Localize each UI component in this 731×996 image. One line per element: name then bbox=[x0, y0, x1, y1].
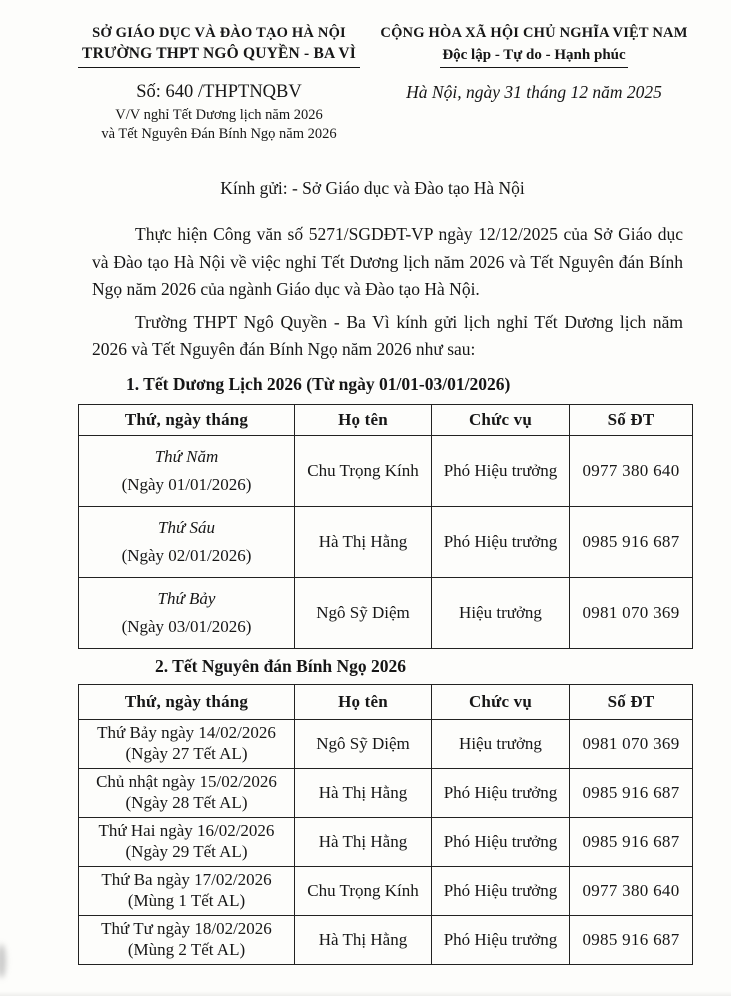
table-row bbox=[79, 768, 693, 817]
cell-day bbox=[79, 768, 295, 817]
cell-person-title: Phó Hiệu trưởng bbox=[432, 768, 570, 817]
subject-line-2: và Tết Nguyên Đán Bính Ngọ năm 2026 bbox=[101, 126, 337, 143]
lunar-date: (Mùng 2 Tết AL) bbox=[127, 940, 246, 960]
cell-person-name: Ngô Sỹ Diệm bbox=[295, 577, 432, 648]
cell-day bbox=[79, 577, 295, 648]
cell-phone: 0977 380 640 bbox=[570, 866, 693, 915]
lunar-date: (Ngày 27 Tết AL) bbox=[125, 744, 248, 764]
cell-person-title: Phó Hiệu trưởng bbox=[432, 817, 570, 866]
national-motto: Độc lập - Tự do - Hạnh phúc bbox=[440, 47, 627, 68]
table-row bbox=[79, 506, 693, 577]
table-row bbox=[79, 915, 693, 964]
weekday: Thứ Ba ngày 17/02/2026 bbox=[101, 870, 272, 890]
paragraph-2: Trường THPT Ngô Quyền - Ba Vì kính gửi lịch nghỉ Tết Dương lịch năm 2026 và Tết Nguyên đán Bính Ngọ năm 2026 như sau: bbox=[92, 311, 683, 360]
weekday: Thứ Tư ngày 18/02/2026 bbox=[101, 919, 272, 939]
paragraph-1: Thực hiện Công văn số 5271/SGDĐT-VP ngày 12/12/2025 của Sở Giáo dục và Đào tạo Hà Nội về việc nghỉ Tết Dương lịch năm 2026 và Tết Nguyên đán Bính Ngọ năm 2026 của ngành Giáo dục và Đào tạo Hà Nội. bbox=[92, 224, 683, 300]
scan-artifact bbox=[0, 944, 6, 978]
table-lunar-new-year-holiday bbox=[78, 684, 693, 965]
section-1-title: 1. Tết Dương Lịch 2026 (Từ ngày 01/01-03/01/2026) bbox=[126, 373, 511, 394]
cell-person-title: Phó Hiệu trưởng bbox=[432, 506, 570, 577]
table-row bbox=[79, 817, 693, 866]
national-title: CỘNG HÒA XÃ HỘI CHỦ NGHĨA VIỆT NAM bbox=[380, 25, 688, 41]
section-2-title: 2. Tết Nguyên đán Bính Ngọ 2026 bbox=[155, 655, 407, 676]
table-header-row bbox=[79, 404, 693, 435]
cell-person-title: Phó Hiệu trưởng bbox=[432, 435, 570, 506]
cell-person-name: Hà Thị Hằng bbox=[295, 506, 432, 577]
cell-phone: 0981 070 369 bbox=[570, 577, 693, 648]
col-header-title: Chức vụ bbox=[432, 684, 570, 719]
scan-artifact bbox=[0, 991, 731, 996]
issuer-department: SỞ GIÁO DỤC VÀ ĐÀO TẠO HÀ NỘI bbox=[92, 25, 346, 41]
document-meta bbox=[0, 68, 731, 103]
col-header-day: Thứ, ngày tháng bbox=[79, 684, 295, 719]
lunar-date: (Ngày 29 Tết AL) bbox=[125, 842, 248, 862]
cell-day bbox=[79, 719, 295, 768]
col-header-day: Thứ, ngày tháng bbox=[79, 404, 295, 435]
date: (Ngày 01/01/2026) bbox=[121, 474, 252, 494]
cell-day bbox=[79, 915, 295, 964]
weekday: Thứ Bảy bbox=[157, 588, 216, 608]
cell-phone: 0977 380 640 bbox=[570, 435, 693, 506]
table-row bbox=[79, 435, 693, 506]
document-subject bbox=[68, 106, 370, 144]
table-row bbox=[79, 719, 693, 768]
weekday: Thứ Bảy ngày 14/02/2026 bbox=[97, 723, 276, 743]
lunar-date: (Ngày 28 Tết AL) bbox=[125, 793, 248, 813]
col-header-name: Họ tên bbox=[295, 404, 432, 435]
cell-person-title: Phó Hiệu trưởng bbox=[432, 866, 570, 915]
cell-day bbox=[79, 866, 295, 915]
cell-phone: 0981 070 369 bbox=[570, 719, 693, 768]
subject-line-1: V/V nghỉ Tết Dương lịch năm 2026 bbox=[115, 107, 323, 124]
letterhead-issuer bbox=[68, 24, 370, 68]
date: (Ngày 02/01/2026) bbox=[121, 545, 252, 565]
cell-phone: 0985 916 687 bbox=[570, 768, 693, 817]
cell-person-title: Hiệu trưởng bbox=[432, 577, 570, 648]
salutation: Kính gửi: - Sở Giáo dục và Đào tạo Hà Nội bbox=[220, 178, 525, 199]
cell-day bbox=[79, 506, 295, 577]
cell-person-name: Chu Trọng Kính bbox=[295, 435, 432, 506]
table-header-row bbox=[79, 684, 693, 719]
cell-day bbox=[79, 435, 295, 506]
cell-person-title: Phó Hiệu trưởng bbox=[432, 915, 570, 964]
cell-person-name: Hà Thị Hằng bbox=[295, 817, 432, 866]
cell-phone: 0985 916 687 bbox=[570, 915, 693, 964]
cell-person-name: Ngô Sỹ Diệm bbox=[295, 719, 432, 768]
weekday: Chủ nhật ngày 15/02/2026 bbox=[96, 772, 277, 792]
date: (Ngày 03/01/2026) bbox=[121, 616, 252, 636]
cell-phone: 0985 916 687 bbox=[570, 506, 693, 577]
document-number: Số: 640 /THPTNQBV bbox=[136, 82, 302, 103]
weekday: Thứ Hai ngày 16/02/2026 bbox=[98, 821, 275, 841]
place-and-date: Hà Nội, ngày 31 tháng 12 năm 2025 bbox=[406, 82, 662, 103]
col-header-title: Chức vụ bbox=[432, 404, 570, 435]
cell-phone: 0985 916 687 bbox=[570, 817, 693, 866]
table-row bbox=[79, 866, 693, 915]
letterhead bbox=[0, 0, 731, 68]
table-new-year-holiday bbox=[78, 404, 693, 649]
cell-person-name: Hà Thị Hằng bbox=[295, 768, 432, 817]
cell-day bbox=[79, 817, 295, 866]
cell-person-title: Hiệu trưởng bbox=[432, 719, 570, 768]
weekday: Thứ Sáu bbox=[158, 517, 215, 537]
col-header-name: Họ tên bbox=[295, 684, 432, 719]
cell-person-name: Chu Trọng Kính bbox=[295, 866, 432, 915]
issuer-school: TRƯỜNG THPT NGÔ QUYỀN - BA VÌ bbox=[78, 44, 360, 69]
col-header-phone: Số ĐT bbox=[570, 404, 693, 435]
letterhead-national bbox=[371, 24, 697, 68]
table-row bbox=[79, 577, 693, 648]
col-header-phone: Số ĐT bbox=[570, 684, 693, 719]
cell-person-name: Hà Thị Hằng bbox=[295, 915, 432, 964]
lunar-date: (Mùng 1 Tết AL) bbox=[127, 891, 246, 911]
weekday: Thứ Năm bbox=[154, 446, 219, 466]
